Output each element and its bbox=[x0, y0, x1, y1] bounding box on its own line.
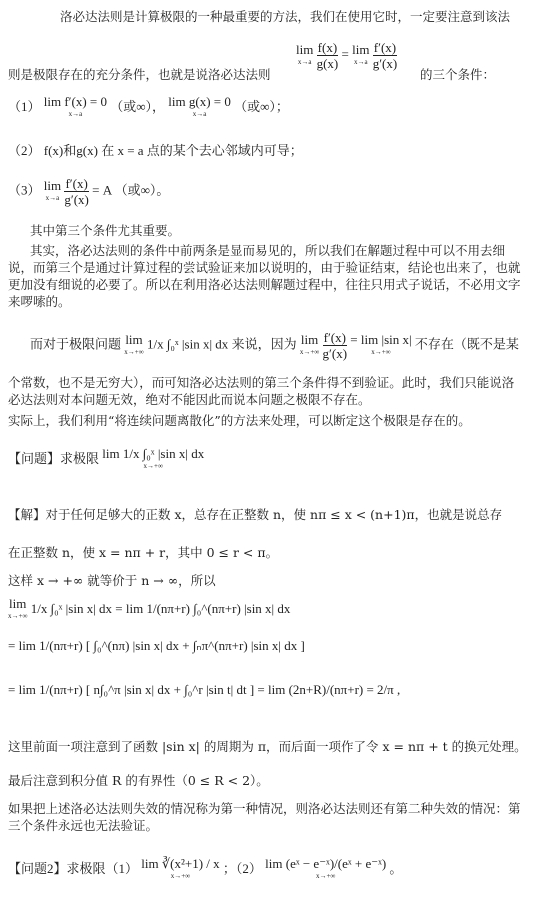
lhopital-formula: lim x→a $\frac{f(x)}{g(x)}$ = lim x→a $\frac{f'(x)}{g'(x)}$ bbox=[296, 40, 398, 71]
question-2: 【问题2】求极限（1） lim ∛(x²+1) / x x→+∞ ；（2） lim (eˣ − e⁻ˣ)/(eˣ + e⁻ˣ) x→+∞ 。 bbox=[8, 856, 403, 881]
solution-line-1: 【解】对于任何足够大的正数 x，总存在正整数 n，使 nπ ≤ x < (n+1)π，也就是说总存 bbox=[8, 507, 503, 522]
paragraph-discretize: 实际上，我们利用“将连续问题离散化”的方法来处理，可以断定这个极限是存在的。 bbox=[8, 413, 471, 428]
condition-3: （3） lim x→a $\frac{f'(x)}{g'(x)}$ = A （或∞）。 bbox=[8, 176, 170, 207]
equation-line-2: = lim 1/(nπ+r) [ ∫₀^(nπ) |sin x| dx + ∫ₙπ^(nπ+r) |sin x| dx ] bbox=[8, 638, 305, 653]
intro-line-2: 则是极限存在的充分条件，也就是说洛必达法则 bbox=[8, 67, 271, 82]
question-1: 【问题】求极限 lim 1/x ∫₀ˣ |sin x| dx x→+∞ bbox=[8, 446, 205, 471]
solution-line-2: 在正整数 n，使 x = nπ + r，其中 0 ≤ r < π。 bbox=[8, 545, 279, 560]
intro-line-1: 洛必达法则是计算极限的一种最重要的方法，我们在使用它时，一定要注意到该法 bbox=[60, 9, 511, 24]
paragraph-invalid: 个常数，也不是无穷大），而可知洛必达法则的第三个条件得不到验证。此时，我们只能说洛必达法则对本问题无效，绝对不能因此而说本问题之极限不存在。 bbox=[8, 375, 515, 407]
equation-line-3: = lim 1/(nπ+r) [ n∫₀^π |sin x| dx + ∫₀^r |sin t| dt ] = lim (2n+R)/(nπ+r) = 2/π , bbox=[8, 682, 401, 697]
condition-1: （1） lim f′(x) = 0 x→a （或∞）， lim g(x) = 0 x→a （或∞）； bbox=[8, 94, 289, 119]
equation-line-1: lim x→+∞ 1/x ∫₀ˣ |sin x| dx = lim 1/(nπ+r) ∫₀^(nπ+r) |sin x| dx bbox=[8, 596, 291, 620]
solution-line-3: 这样 x → +∞ 就等价于 n → ∞，所以 bbox=[8, 573, 216, 588]
solution-note-period: 这里前面一项注意到了函数 |sin x| 的周期为 π，而后面一项作了令 x = nπ + t 的换元处理。 bbox=[8, 739, 527, 754]
note-third-condition: 其中第三个条件尤其重要。 bbox=[30, 223, 181, 238]
paragraph-second-failure: 如果把上述洛必达法则失效的情况称为第一种情况，则洛必达法则还有第二种失效的情况：第三个条件永远也无法验证。 bbox=[8, 801, 521, 833]
solution-note-bound: 最后注意到积分值 R 的有界性（0 ≤ R < 2）。 bbox=[8, 773, 269, 788]
condition-2: （2） f(x)和g(x) 在 x = a 点的某个去心邻域内可导； bbox=[8, 143, 303, 158]
problem-statement-line: 而对于极限问题 lim x→+∞ 1/x ∫₀ˣ |sin x| dx 来说，因为 lim x→+∞ $\frac{f'(x)}{g'(x)}$ = lim |sin x| x→+∞ 不存在（既不是某 bbox=[30, 330, 519, 361]
intro-line-2-tail: 的三个条件： bbox=[420, 67, 496, 82]
paragraph-explanation: 其实，洛必达法则的条件中前两条是显而易见的，所以我们在解题过程中可以不用去细说，而第三个是通过计算过程的尝试验证来加以说明的，由于验证结束，结论也出来了，也就更加没有细说的必要了。所以在利用洛必达法则解题过程中，往往只用式子说话，不必用文字来啰嗦的。 bbox=[8, 243, 521, 309]
